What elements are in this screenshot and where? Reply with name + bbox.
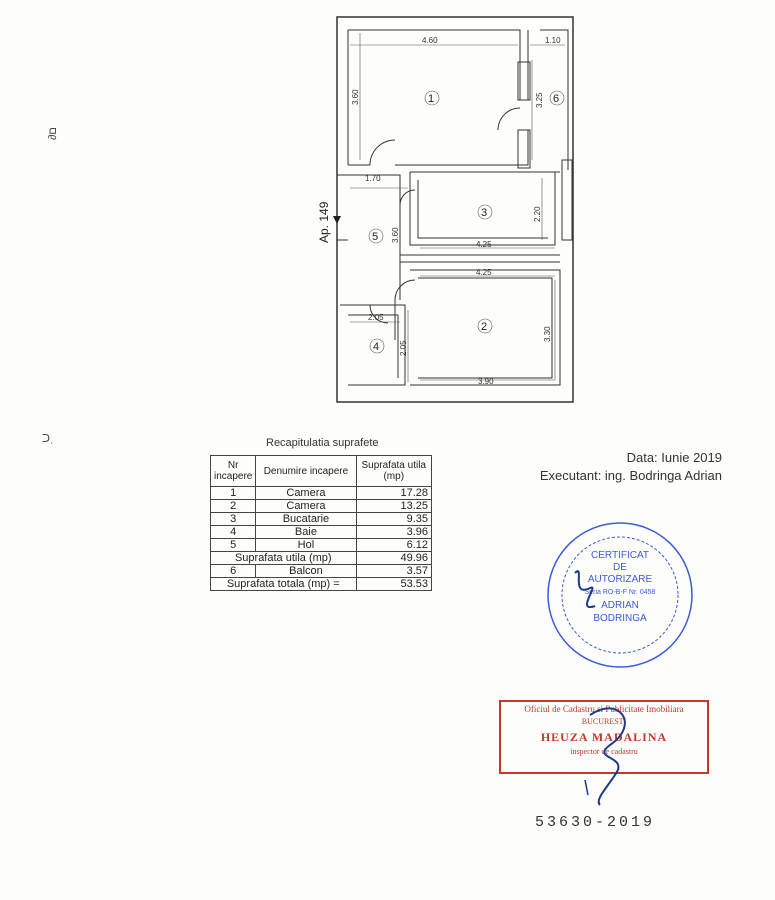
executant-text: Executant: ing. Bodringa Adrian: [539, 468, 722, 483]
cell-name: Camera: [256, 500, 356, 513]
margin-mark-icon: ∂ם: [47, 127, 59, 140]
dim-2-05-h: 2.05: [368, 313, 384, 322]
date-text: Data: Iunie 2019: [626, 450, 722, 465]
cell-nr: 5: [211, 539, 256, 552]
registration-number: 53630-2019: [535, 814, 656, 831]
dim-2-20: 2.20: [533, 206, 542, 222]
grand-total-row: [211, 578, 432, 591]
cell-nr: 4: [211, 526, 256, 539]
dim-3-30: 3.30: [543, 326, 552, 342]
cell-name: Camera: [256, 487, 356, 500]
stamp-line6: BODRINGA: [593, 613, 647, 624]
recap-title: Recapitulatia suprafete: [266, 437, 379, 449]
room-4-label: 4: [373, 341, 380, 353]
grand-total-label: Suprafata totala (mp) =: [211, 578, 357, 591]
inspector-signature-icon: [570, 695, 660, 810]
cell-name: Baie: [256, 526, 356, 539]
useful-total-label: Suprafata utila (mp): [211, 552, 357, 565]
header-area: Suprafata utila (mp): [356, 456, 431, 487]
balcony-row: [211, 565, 432, 578]
table-row: [211, 539, 432, 552]
header-name: Denumire incapere: [256, 456, 356, 487]
cell-nr: 3: [211, 513, 256, 526]
cadastre-stamp-line4: inspector de cadastru: [570, 747, 638, 756]
entrance-arrow-icon: [333, 216, 341, 224]
room-3-label: 3: [481, 207, 488, 219]
room-6-label: 6: [553, 93, 560, 105]
header-nr: Nr incapere: [211, 456, 256, 487]
table-row: [211, 500, 432, 513]
cell-nr: 6: [211, 565, 256, 578]
dim-3-90: 3.90: [478, 377, 494, 386]
dim-3-60-left: 3.60: [351, 89, 360, 105]
recap-table: [210, 455, 432, 591]
apartment-label: Ap. 149: [317, 201, 331, 243]
cell-nr: 1: [211, 487, 256, 500]
dim-4-25-a: 4.25: [476, 240, 492, 249]
useful-total-value: 49.96: [356, 552, 431, 565]
cell-area: 13.25: [356, 500, 431, 513]
dim-4-60: 4.60: [422, 36, 438, 45]
cell-name: Hol: [256, 539, 356, 552]
dim-2-05-v: 2.05: [399, 340, 408, 356]
stamp-line4: Seria RO-B-F Nr. 0458: [584, 589, 656, 596]
table-row: [211, 526, 432, 539]
cadastre-stamp-line2: BUCURESTI: [581, 717, 627, 726]
dim-4-25-b: 4.25: [476, 268, 492, 277]
cadastre-stamp-line3: HEUZA MADALINA: [540, 730, 668, 744]
table-row: [211, 487, 432, 500]
cell-area: 3.57: [356, 565, 431, 578]
dim-1-10: 1.10: [545, 36, 561, 45]
room-2-label: 2: [481, 321, 488, 333]
cell-area: 3.96: [356, 526, 431, 539]
cell-area: 6.12: [356, 539, 431, 552]
table-row: [211, 513, 432, 526]
grand-total-value: 53.53: [356, 578, 431, 591]
stamp-line5: ADRIAN: [601, 600, 639, 611]
stamp-line3: AUTORIZARE: [587, 574, 653, 585]
dim-3-60-mid: 3.60: [391, 227, 400, 243]
stamp-line2: DE: [613, 562, 627, 573]
dim-3-25: 3.25: [535, 92, 544, 108]
stamp-line1: CERTIFICAT: [591, 550, 649, 561]
margin-mark-icon: ᑐˌ: [42, 433, 54, 445]
cell-area: 17.28: [356, 487, 431, 500]
cell-nr: 2: [211, 500, 256, 513]
dim-1-70: 1.70: [365, 174, 381, 183]
info-block: [500, 450, 722, 486]
table-header-row: [211, 456, 432, 487]
cadastre-stamp-line1: Oficiul de Cadastru si Publicitate Imobiliara: [524, 704, 684, 714]
cell-name: Bucatarie: [256, 513, 356, 526]
cell-name: Balcon: [256, 565, 356, 578]
cell-area: 9.35: [356, 513, 431, 526]
useful-total-row: [211, 552, 432, 565]
authorization-stamp: [545, 518, 695, 673]
room-1-label: 1: [428, 93, 435, 105]
room-5-label: 5: [372, 231, 379, 243]
